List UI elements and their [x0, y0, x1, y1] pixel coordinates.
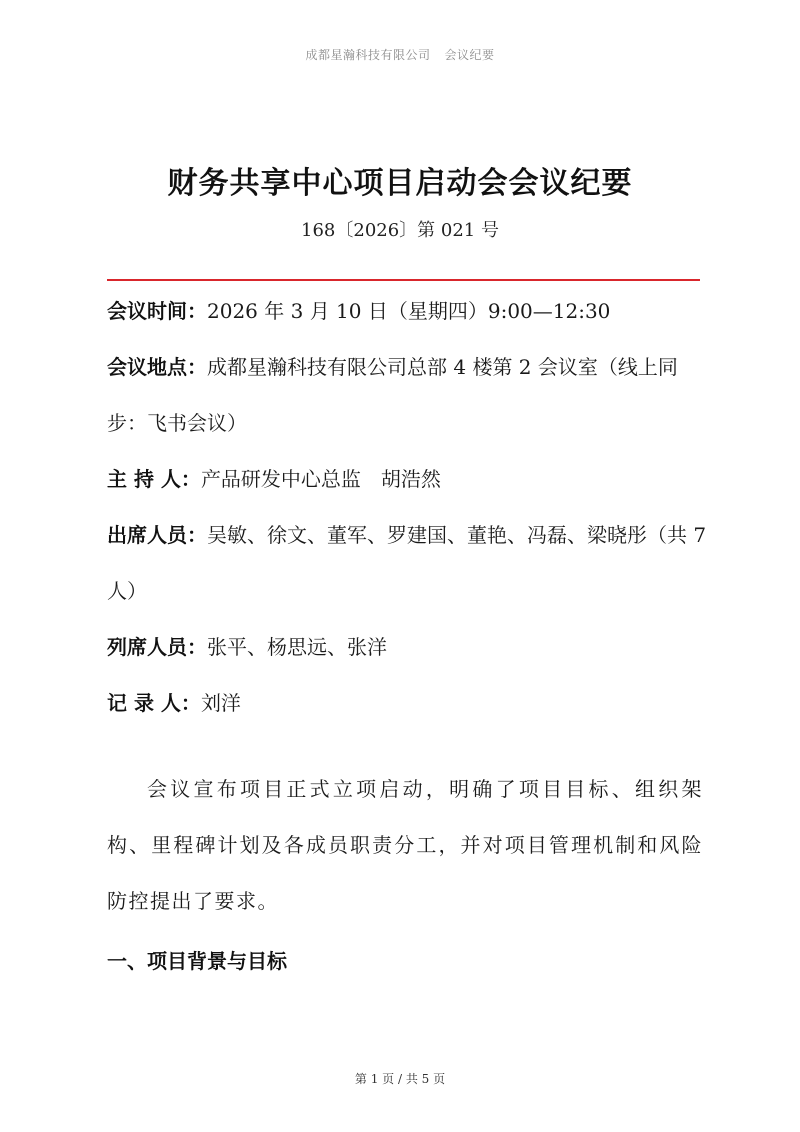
field-value: 张平、杨思远、张洋 — [207, 635, 387, 659]
field-label: 会议时间： — [107, 299, 207, 323]
document-number: 168〔2026〕第 021 号 — [301, 220, 499, 241]
field-label: 会议地点： — [107, 355, 207, 379]
header-doc-type: 会议纪要 — [444, 48, 495, 62]
field-label: 主 持 人： — [107, 467, 201, 491]
field-observers — [107, 619, 707, 675]
field-value: 成都星瀚科技有限公司总部 4 楼第 2 会议室（线上同步：飞书会议） — [107, 355, 678, 435]
header-company: 成都星瀚科技有限公司 — [305, 48, 431, 62]
field-meeting-place — [107, 339, 707, 451]
field-host — [107, 451, 707, 507]
section-heading: 一、项目背景与目标 — [107, 949, 287, 973]
field-recorder — [107, 675, 707, 731]
running-header — [0, 46, 800, 63]
red-divider — [107, 279, 700, 281]
field-meeting-time — [107, 283, 707, 339]
document-title: 财务共享中心项目启动会会议纪要 — [167, 166, 633, 201]
field-value: 吴敏、徐文、董军、罗建国、董艳、冯磊、梁晓彤（共 7 人） — [107, 523, 707, 603]
field-value: 刘洋 — [200, 691, 241, 715]
field-label: 记 录 人： — [107, 691, 201, 715]
field-value: 产品研发中心总监 胡浩然 — [200, 467, 441, 491]
field-value: 2026 年 3 月 10 日（星期四）9:00—12:30 — [207, 299, 611, 323]
field-attendees — [107, 507, 707, 619]
page-footer: 第 1 页 / 共 5 页 — [354, 1072, 446, 1086]
field-label: 出席人员： — [107, 523, 207, 547]
summary-paragraph: 会议宣布项目正式立项启动，明确了项目目标、组织架构、里程碑计划及各成员职责分工，并对项目管理机制和风险防控提出了要求。 — [107, 777, 703, 913]
field-label: 列席人员： — [107, 635, 207, 659]
